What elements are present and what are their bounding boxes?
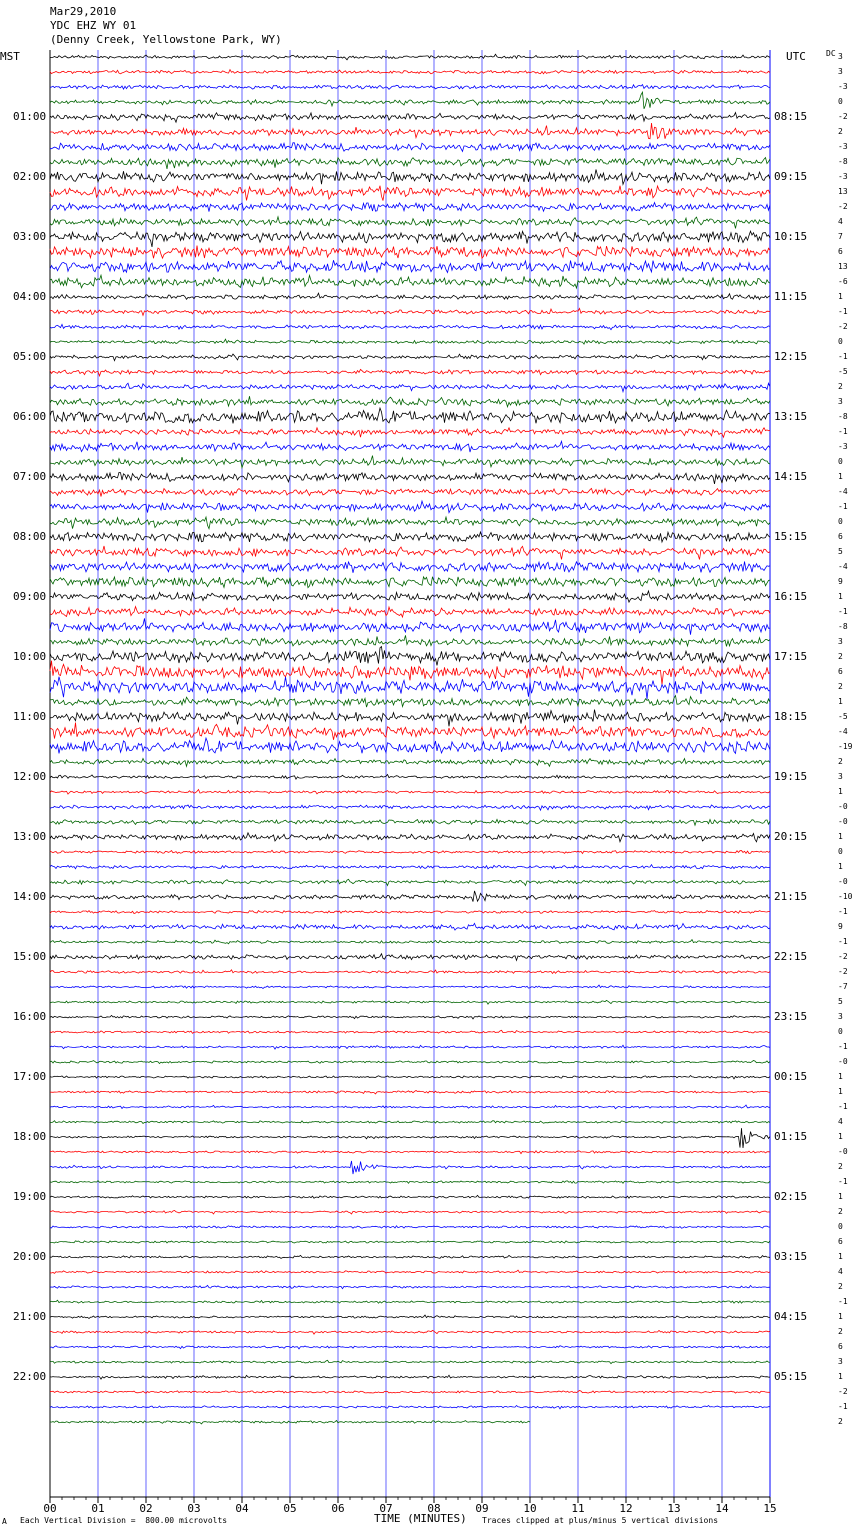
- station-location: (Denny Creek, Yellowstone Park, WY): [50, 33, 282, 46]
- seismic-trace: [50, 1030, 770, 1033]
- x-tick-label: 03: [187, 1502, 201, 1515]
- x-tick-label: 15: [763, 1502, 777, 1515]
- dc-offset-value: 7: [838, 232, 843, 241]
- seismic-trace: [50, 1330, 770, 1334]
- dc-offset-value: -19: [838, 742, 852, 751]
- dc-offset-value: -1: [838, 1102, 848, 1111]
- right-timezone-label: UTC: [786, 50, 806, 63]
- dc-offset-value: 13: [838, 187, 848, 196]
- seismic-trace: [50, 562, 770, 573]
- seismic-trace: [50, 308, 770, 315]
- seismic-trace: [50, 501, 770, 512]
- seismic-trace: [50, 647, 770, 666]
- station-code: YDC EHZ WY 01: [50, 19, 137, 32]
- right-hour-label: 11:15: [774, 290, 808, 303]
- left-hour-label: 22:00: [13, 1370, 47, 1383]
- dc-offset-value: 6: [838, 667, 843, 676]
- seismic-trace: [50, 408, 770, 423]
- dc-offset-value: -8: [838, 157, 848, 166]
- seismic-trace: [50, 1285, 770, 1288]
- dc-offset-value: -4: [838, 562, 848, 571]
- dc-offset-value: 2: [838, 1417, 843, 1426]
- dc-offset-value: 1: [838, 472, 843, 481]
- x-tick-label: 11: [571, 1502, 585, 1515]
- dc-offset-value: 5: [838, 547, 843, 556]
- dc-offset-value: -8: [838, 412, 848, 421]
- right-hour-label: 03:15: [774, 1250, 808, 1263]
- left-hour-label: 05:00: [13, 350, 47, 363]
- dc-offset-value: 5: [838, 997, 843, 1006]
- left-hour-label: 01:00: [13, 110, 47, 123]
- seismic-trace: [50, 203, 770, 212]
- right-hour-label: 18:15: [774, 710, 808, 723]
- dc-offset-value: 6: [838, 1342, 843, 1351]
- dc-offset-value: -1: [838, 352, 848, 361]
- seismic-trace: [50, 833, 770, 842]
- dc-offset-value: 0: [838, 1222, 843, 1231]
- seismic-trace: [50, 1300, 770, 1303]
- seismic-trace: [50, 954, 770, 961]
- dc-offset-value: -5: [838, 367, 848, 376]
- seismic-trace: [50, 1105, 770, 1109]
- right-hour-label: 08:15: [774, 110, 808, 123]
- dc-offset-value: -0: [838, 877, 848, 886]
- seismic-trace: [50, 865, 770, 869]
- dc-offset-value: 1: [838, 1087, 843, 1096]
- seismic-trace: [50, 217, 770, 229]
- x-tick-label: 12: [619, 1502, 633, 1515]
- x-tick-label: 08: [427, 1502, 441, 1515]
- seismic-trace: [50, 1211, 770, 1215]
- left-hour-label: 12:00: [13, 770, 47, 783]
- dc-offset-value: 2: [838, 1327, 843, 1336]
- seismic-trace: [50, 1406, 770, 1409]
- dc-offset-value: 2: [838, 127, 843, 136]
- dc-offset-value: -1: [838, 307, 848, 316]
- dc-offset-value: -0: [838, 1147, 848, 1156]
- right-hour-label: 17:15: [774, 650, 808, 663]
- seismic-trace: [50, 472, 770, 484]
- seismic-trace: [50, 1360, 770, 1363]
- dc-offset-value: 0: [838, 847, 843, 856]
- seismic-trace: [50, 923, 770, 930]
- dc-offset-value: 1: [838, 1252, 843, 1261]
- seismic-trace: [50, 940, 770, 944]
- dc-offset-value: -1: [838, 1297, 848, 1306]
- left-hour-label: 09:00: [13, 590, 47, 603]
- dc-offset-value: 3: [838, 52, 843, 61]
- seismic-trace: [50, 70, 770, 74]
- dc-offset-value: 9: [838, 922, 843, 931]
- dc-offset-value: 1: [838, 1312, 843, 1321]
- plot-date: Mar29,2010: [50, 5, 117, 18]
- right-hour-label: 13:15: [774, 410, 808, 423]
- seismic-trace: [50, 246, 770, 259]
- seismic-trace: [50, 1091, 770, 1094]
- right-hour-label: 16:15: [774, 590, 808, 603]
- dc-offset-value: -10: [838, 892, 852, 901]
- seismic-trace: [50, 1151, 770, 1154]
- dc-offset-value: 1: [838, 832, 843, 841]
- seismic-trace: [50, 113, 770, 123]
- dc-offset-value: 1: [838, 1072, 843, 1081]
- dc-offset-value: 2: [838, 1207, 843, 1216]
- seismic-trace: [50, 1161, 770, 1174]
- seismic-trace: [50, 618, 770, 634]
- dc-offset-value: 1: [838, 862, 843, 871]
- seismic-trace: [50, 970, 770, 974]
- right-hour-label: 12:15: [774, 350, 808, 363]
- dc-offset-value: -3: [838, 442, 848, 451]
- x-tick-label: 10: [523, 1502, 537, 1515]
- right-hour-label: 01:15: [774, 1130, 808, 1143]
- dc-offset-value: 2: [838, 652, 843, 661]
- dc-offset-value: -1: [838, 427, 848, 436]
- seismic-trace: [50, 775, 770, 780]
- seismic-trace: [50, 805, 770, 810]
- dc-offset-value: 0: [838, 337, 843, 346]
- left-hour-label: 07:00: [13, 470, 47, 483]
- dc-offset-value: -2: [838, 967, 848, 976]
- right-hour-label: 02:15: [774, 1190, 808, 1203]
- dc-offset-value: 2: [838, 1282, 843, 1291]
- seismic-trace: [50, 607, 770, 617]
- dc-offset-value: -3: [838, 82, 848, 91]
- dc-offset-value: -0: [838, 802, 848, 811]
- corner-mark: A: [2, 1517, 7, 1526]
- left-hour-label: 13:00: [13, 830, 47, 843]
- seismic-trace: [50, 577, 770, 588]
- dc-offset-value: 3: [838, 1012, 843, 1021]
- dc-offset-value: -5: [838, 712, 848, 721]
- dc-offset-value: 0: [838, 1027, 843, 1036]
- dc-offset-value: 2: [838, 382, 843, 391]
- seismic-trace: [50, 1195, 770, 1198]
- seismic-trace: [50, 1226, 770, 1228]
- dc-offset-value: 3: [838, 772, 843, 781]
- seismic-trace: [50, 819, 770, 825]
- dc-offset-value: 1: [838, 1192, 843, 1201]
- seismic-trace: [50, 1128, 770, 1148]
- dc-offset-value: 1: [838, 292, 843, 301]
- seismic-trace: [50, 1391, 770, 1394]
- seismic-trace: [50, 260, 770, 272]
- seismic-trace: [50, 850, 770, 853]
- seismic-trace: [50, 488, 770, 496]
- dc-offset-value: -3: [838, 172, 848, 181]
- dc-offset-value: 0: [838, 97, 843, 106]
- seismic-trace: [50, 738, 770, 753]
- dc-offset-value: -8: [838, 622, 848, 631]
- seismic-trace: [50, 696, 770, 708]
- seismic-trace: [50, 1346, 770, 1349]
- seismic-trace: [50, 759, 770, 767]
- seismic-trace: [50, 911, 770, 914]
- seismic-trace: [50, 231, 770, 247]
- left-hour-label: 04:00: [13, 290, 47, 303]
- dc-offset-value: -2: [838, 112, 848, 121]
- x-tick-label: 04: [235, 1502, 249, 1515]
- seismic-trace: [50, 985, 770, 988]
- seismic-trace: [50, 293, 770, 299]
- seismic-trace: [50, 1000, 770, 1004]
- left-hour-label: 15:00: [13, 950, 47, 963]
- seismic-trace: [50, 85, 770, 90]
- right-hour-label: 05:15: [774, 1370, 808, 1383]
- dc-offset-value: -1: [838, 607, 848, 616]
- left-hour-label: 20:00: [13, 1250, 47, 1263]
- seismic-trace: [50, 532, 770, 542]
- seismic-trace: [50, 396, 770, 407]
- seismic-trace: [50, 354, 770, 361]
- seismic-trace: [50, 879, 770, 885]
- dc-offset-value: 1: [838, 1132, 843, 1141]
- seismic-trace: [50, 170, 770, 185]
- dc-offset-value: -1: [838, 937, 848, 946]
- dc-offset-value: 0: [838, 457, 843, 466]
- dc-offset-value: 2: [838, 1162, 843, 1171]
- scale-note: Each Vertical Division = 800.00 microvolts: [20, 1516, 228, 1525]
- x-axis-title: TIME (MINUTES): [374, 1512, 467, 1525]
- clip-note: Traces clipped at plus/minus 5 vertical divisions: [482, 1516, 719, 1525]
- left-hour-label: 19:00: [13, 1190, 47, 1203]
- right-hour-label: 10:15: [774, 230, 808, 243]
- seismic-trace: [50, 369, 770, 376]
- dc-offset-value: 6: [838, 532, 843, 541]
- right-hour-label: 22:15: [774, 950, 808, 963]
- left-hour-label: 16:00: [13, 1010, 47, 1023]
- left-hour-label: 10:00: [13, 650, 47, 663]
- dc-offset-value: -2: [838, 1387, 848, 1396]
- dc-offset-value: 3: [838, 1357, 843, 1366]
- seismic-trace: [50, 1015, 770, 1019]
- seismic-trace: [50, 186, 770, 201]
- seismic-trace: [50, 1121, 770, 1124]
- seismic-trace: [50, 324, 770, 329]
- seismic-trace: [50, 428, 770, 437]
- seismic-trace: [50, 275, 770, 288]
- x-tick-label: 01: [91, 1502, 105, 1515]
- dc-offset-value: -2: [838, 202, 848, 211]
- dc-offset-value: -1: [838, 1402, 848, 1411]
- left-hour-label: 21:00: [13, 1310, 47, 1323]
- seismic-trace: [50, 1255, 770, 1258]
- seismic-trace: [50, 891, 770, 902]
- x-tick-label: 06: [331, 1502, 345, 1515]
- left-hour-label: 02:00: [13, 170, 47, 183]
- dc-offset-value: 3: [838, 397, 843, 406]
- dc-offset-value: 0: [838, 517, 843, 526]
- right-hour-label: 15:15: [774, 530, 808, 543]
- left-hour-label: 11:00: [13, 710, 47, 723]
- dc-offset-value: -4: [838, 727, 848, 736]
- x-tick-label: 14: [715, 1502, 729, 1515]
- seismic-trace: [50, 92, 770, 109]
- dc-offset-value: 4: [838, 1117, 843, 1126]
- dc-offset-value: 6: [838, 1237, 843, 1246]
- right-hour-label: 23:15: [774, 1010, 808, 1023]
- seismic-trace: [50, 661, 770, 685]
- dc-offset-value: -4: [838, 487, 848, 496]
- dc-offset-value: -2: [838, 952, 848, 961]
- left-hour-label: 14:00: [13, 890, 47, 903]
- dc-offset-value: -1: [838, 1177, 848, 1186]
- seismic-trace: [50, 339, 770, 344]
- seismic-trace: [50, 441, 770, 452]
- x-tick-label: 13: [667, 1502, 681, 1515]
- seismic-trace: [50, 790, 770, 795]
- seismic-trace: [50, 710, 770, 727]
- dc-offset-value: -1: [838, 502, 848, 511]
- seismic-trace: [50, 635, 770, 646]
- dc-offset-value: 6: [838, 247, 843, 256]
- seismic-trace: [50, 1045, 770, 1049]
- dc-offset-value: 2: [838, 682, 843, 691]
- seismic-trace: [50, 517, 770, 529]
- x-tick-label: 02: [139, 1502, 153, 1515]
- dc-offset-value: 2: [838, 757, 843, 766]
- right-hour-label: 14:15: [774, 470, 808, 483]
- dc-offset-value: 13: [838, 262, 848, 271]
- dc-offset-value: -0: [838, 817, 848, 826]
- dc-offset-value: 1: [838, 697, 843, 706]
- dc-offset-value: -3: [838, 142, 848, 151]
- dc-offset-header: DC: [826, 49, 836, 58]
- x-tick-label: 05: [283, 1502, 297, 1515]
- right-hour-label: 09:15: [774, 170, 808, 183]
- dc-offset-value: -1: [838, 907, 848, 916]
- dc-offset-value: 9: [838, 577, 843, 586]
- seismic-trace: [50, 1181, 770, 1184]
- dc-offset-value: 1: [838, 1372, 843, 1381]
- dc-offset-value: -0: [838, 1057, 848, 1066]
- seismic-trace: [50, 1375, 770, 1379]
- seismic-trace: [50, 1076, 770, 1079]
- seismic-trace: [50, 123, 770, 139]
- right-hour-label: 00:15: [774, 1070, 808, 1083]
- x-tick-label: 00: [43, 1502, 57, 1515]
- dc-offset-value: -6: [838, 277, 848, 286]
- right-hour-label: 04:15: [774, 1310, 808, 1323]
- seismic-trace: [50, 456, 770, 468]
- x-tick-label: 09: [475, 1502, 489, 1515]
- x-tick-label: 07: [379, 1502, 393, 1515]
- left-hour-label: 06:00: [13, 410, 47, 423]
- left-hour-label: 18:00: [13, 1130, 47, 1143]
- seismic-trace: [50, 1061, 770, 1064]
- dc-offset-value: 4: [838, 217, 843, 226]
- seismic-trace: [50, 1315, 770, 1318]
- dc-offset-value: -1: [838, 1042, 848, 1051]
- seismic-trace: [50, 158, 770, 169]
- dc-offset-value: -2: [838, 322, 848, 331]
- left-hour-label: 17:00: [13, 1070, 47, 1083]
- dc-offset-value: 3: [838, 67, 843, 76]
- left-timezone-label: MST: [0, 50, 20, 63]
- left-hour-label: 03:00: [13, 230, 47, 243]
- right-hour-label: 21:15: [774, 890, 808, 903]
- seismic-trace: [50, 591, 770, 602]
- dc-offset-value: 4: [838, 1267, 843, 1276]
- seismic-trace: [50, 383, 770, 392]
- dc-offset-value: 1: [838, 787, 843, 796]
- right-hour-label: 20:15: [774, 830, 808, 843]
- seismic-trace: [50, 1270, 770, 1273]
- seismic-trace: [50, 143, 770, 152]
- dc-offset-value: 3: [838, 637, 843, 646]
- dc-offset-value: -7: [838, 982, 848, 991]
- seismic-trace: [50, 1241, 770, 1243]
- seismic-trace: [50, 723, 770, 740]
- seismic-trace: [50, 546, 770, 560]
- seismic-trace: [50, 54, 770, 60]
- left-hour-label: 08:00: [13, 530, 47, 543]
- right-hour-label: 19:15: [774, 770, 808, 783]
- dc-offset-value: 1: [838, 592, 843, 601]
